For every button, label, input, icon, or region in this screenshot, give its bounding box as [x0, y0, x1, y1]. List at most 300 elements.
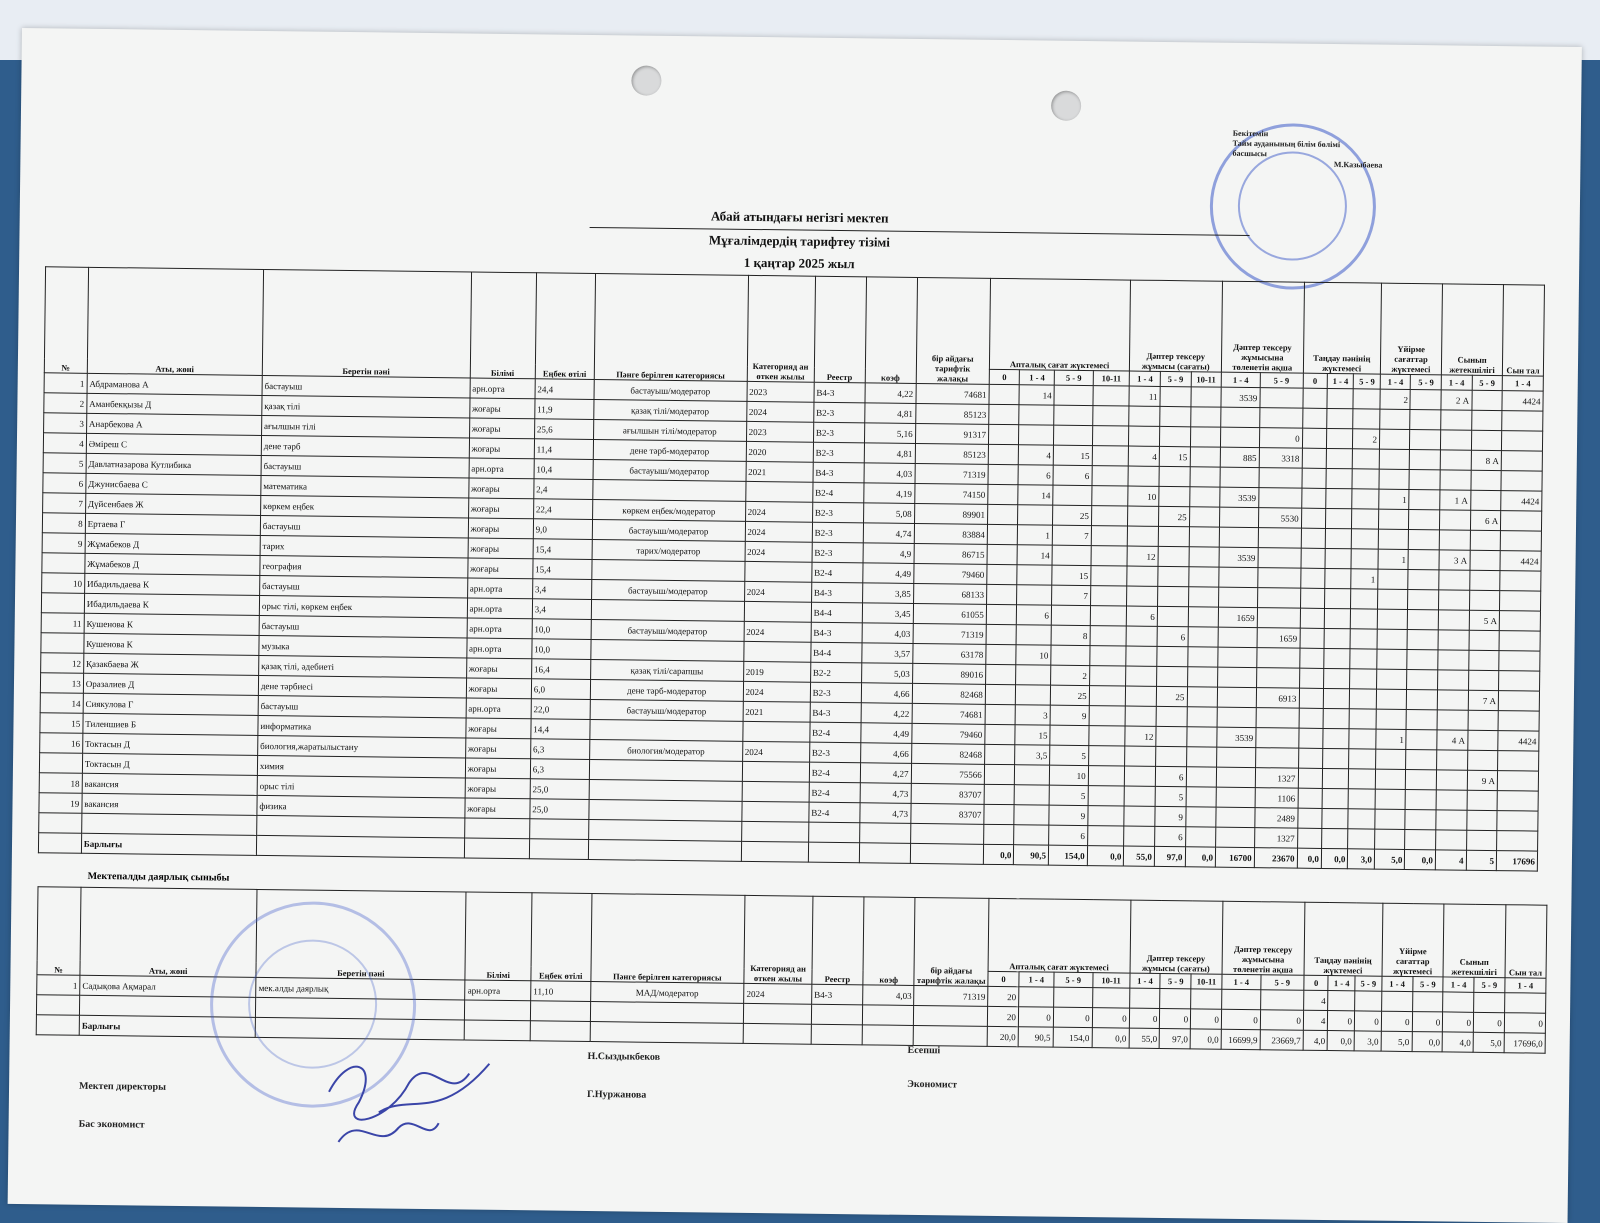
load-cell: 3539 — [1220, 487, 1259, 507]
load-cell — [1440, 430, 1471, 450]
load-cell — [1325, 548, 1352, 568]
total-cell: 17696 — [1496, 851, 1537, 871]
col-no: № — [37, 887, 81, 976]
coefficient-cell: 4,9 — [863, 543, 914, 564]
total-cell: 0 — [1354, 1011, 1381, 1031]
total-cell: 97,0 — [1154, 846, 1185, 866]
experience-cell: 15,4 — [533, 559, 592, 580]
col-club: Үйірме сағаттар жүктемесі — [1382, 903, 1444, 977]
load-cell — [1436, 810, 1467, 830]
subheader-cell: 1 - 4 — [1327, 373, 1354, 388]
load-cell — [1468, 650, 1499, 670]
load-cell — [1352, 509, 1379, 529]
load-cell: 9 — [1049, 805, 1088, 825]
load-cell — [1187, 687, 1218, 707]
load-cell — [1259, 408, 1302, 429]
load-cell — [1322, 828, 1349, 848]
education-cell: жоғары — [468, 498, 533, 519]
load-cell: 4 — [1303, 990, 1328, 1010]
coefficient-cell: 4,81 — [864, 443, 915, 464]
load-cell — [1406, 789, 1437, 809]
row-number: 19 — [39, 793, 82, 814]
row-number — [41, 633, 84, 654]
load-cell — [1500, 571, 1541, 591]
row-number: 7 — [43, 493, 86, 514]
load-cell: 5 — [1155, 786, 1186, 806]
col-education: Білімі — [465, 892, 532, 981]
category-cell — [593, 480, 746, 502]
load-cell — [1297, 808, 1322, 828]
experience-cell: 3,4 — [532, 599, 591, 620]
load-cell: 1 — [1018, 525, 1053, 545]
load-cell — [1218, 627, 1257, 647]
total-cell: 3,0 — [1348, 849, 1375, 869]
load-cell — [1091, 506, 1128, 526]
load-cell — [1502, 411, 1543, 431]
table-cell — [743, 1023, 811, 1044]
subject-cell: физика — [257, 795, 465, 818]
subheader-cell: 10-11 — [1093, 371, 1130, 386]
load-cell — [1126, 646, 1157, 666]
education-cell: арн.орта — [467, 598, 532, 619]
col-club: Үйірме сағаттар жүктемесі — [1380, 283, 1442, 375]
table-cell — [862, 1025, 913, 1046]
table-cell — [811, 1004, 862, 1025]
load-cell — [1409, 509, 1440, 529]
load-cell — [986, 644, 1017, 664]
load-cell — [1126, 686, 1157, 706]
load-cell — [1467, 730, 1498, 750]
load-cell — [1092, 466, 1129, 486]
grand-total-cell: 17696,0 — [1504, 1033, 1545, 1054]
load-cell: 8 А — [1471, 450, 1502, 470]
total-cell: 0,0 — [1297, 848, 1322, 868]
load-cell — [1190, 387, 1221, 407]
coefficient-cell: 5,08 — [863, 503, 914, 524]
load-cell — [985, 684, 1016, 704]
table-cell — [910, 843, 984, 864]
teacher-name: Әміреш С — [86, 433, 261, 455]
load-cell — [1467, 790, 1498, 810]
load-cell — [1326, 448, 1353, 468]
teacher-name: Токтасын Д — [82, 733, 257, 755]
category-year-cell: 2023 — [747, 381, 814, 402]
load-cell — [1326, 428, 1353, 448]
coefficient-cell: 3,85 — [862, 583, 913, 604]
load-cell: 885 — [1220, 447, 1259, 467]
load-cell — [1157, 606, 1188, 626]
total-cell: 0,0 — [1087, 846, 1124, 866]
load-cell — [1017, 565, 1052, 585]
subheader-cell: 5 - 9 — [1474, 977, 1505, 992]
coefficient-cell: 5,03 — [861, 663, 912, 684]
total-cell: 0 — [1018, 1007, 1053, 1027]
teacher-name: вакансия — [82, 773, 257, 795]
total-cell: 20 — [988, 1006, 1019, 1026]
grand-total-cell: 55,0 — [1129, 1028, 1160, 1048]
load-cell — [1090, 586, 1127, 606]
load-cell — [1189, 487, 1220, 507]
load-cell — [1497, 811, 1538, 831]
total-cell: 154,0 — [1048, 845, 1087, 865]
category-cell: биология/модератор — [589, 739, 742, 761]
load-cell — [1324, 648, 1351, 668]
load-cell — [1469, 570, 1500, 590]
table-cell — [465, 1000, 531, 1021]
load-cell — [1437, 710, 1468, 730]
salary-cell: 86715 — [914, 543, 988, 564]
load-cell — [1377, 649, 1408, 669]
load-cell — [1378, 529, 1409, 549]
load-cell — [1156, 746, 1187, 766]
coefficient-cell: 4,66 — [860, 743, 911, 764]
teacher-name: Сиякулова Г — [83, 693, 258, 715]
load-cell — [988, 424, 1019, 444]
col-class-lead: Сынып жетекшілігі — [1443, 904, 1505, 978]
category-year-cell: 2024 — [745, 501, 812, 522]
subject-cell: география — [260, 555, 468, 578]
category-cell: бастауыш/модератор — [590, 699, 743, 721]
experience-cell: 22,0 — [531, 699, 590, 720]
col-coefficient: коэф — [863, 897, 915, 986]
load-cell — [1323, 748, 1350, 768]
register-cell: В4-3 — [811, 582, 862, 603]
economist-name: Г.Нуржанова — [586, 1088, 647, 1101]
education-cell: жоғары — [466, 678, 531, 699]
table-cell — [81, 813, 256, 835]
punch-hole — [1051, 91, 1081, 121]
subheader-cell: 5 - 9 — [1261, 975, 1304, 991]
load-cell: 3539 — [1219, 547, 1258, 567]
category-cell: дене тәрб-модератор — [593, 440, 746, 462]
load-cell — [984, 804, 1015, 824]
load-cell — [1186, 767, 1217, 787]
load-cell — [1375, 749, 1406, 769]
load-cell — [1217, 707, 1256, 727]
teacher-name: Қазакбаева Ж — [83, 653, 258, 675]
subject-cell: бастауыш — [261, 455, 469, 478]
education-cell: жоғары — [465, 758, 530, 779]
load-cell — [1216, 827, 1255, 847]
load-cell — [1129, 988, 1160, 1008]
load-cell — [1124, 786, 1155, 806]
load-cell — [1015, 765, 1050, 785]
salary-cell: 75566 — [911, 763, 985, 784]
subheader-cell: 1 - 4 — [1129, 973, 1160, 988]
grand-total-cell: 90,5 — [1018, 1027, 1053, 1047]
load-cell: 12 — [1125, 726, 1156, 746]
load-cell — [1327, 408, 1354, 428]
load-cell — [1257, 608, 1300, 629]
table-cell — [36, 1015, 79, 1036]
load-cell: 2 — [1051, 665, 1090, 685]
category-cell — [592, 560, 745, 582]
load-cell — [1158, 546, 1189, 566]
category-year-cell — [743, 641, 810, 662]
load-cell — [1302, 408, 1327, 428]
subheader-cell: 1 - 4 — [1222, 974, 1261, 989]
total-cell: 0 — [1473, 1012, 1504, 1032]
load-cell — [1091, 566, 1128, 586]
subheader-cell: 1 - 4 — [1328, 976, 1355, 991]
load-cell: 4424 — [1498, 731, 1539, 751]
load-cell — [1407, 629, 1438, 649]
load-cell — [1187, 647, 1218, 667]
load-cell — [1468, 710, 1499, 730]
load-cell — [1301, 488, 1326, 508]
subheader-cell: 5 - 9 — [1260, 373, 1303, 389]
row-number: 6 — [43, 473, 86, 494]
category-cell — [589, 799, 742, 821]
load-cell: 0 — [1259, 428, 1302, 449]
load-cell — [1216, 807, 1255, 827]
total-cell: 0 — [1504, 1013, 1545, 1034]
load-cell — [1406, 729, 1437, 749]
category-year-cell — [742, 721, 809, 742]
load-cell — [1470, 490, 1501, 510]
coefficient-cell: 4,73 — [860, 803, 911, 824]
subject-cell: мек.алды даярлық — [256, 977, 465, 1000]
load-cell — [1156, 726, 1187, 746]
category-year-cell: 2024 — [745, 541, 812, 562]
experience-cell: 25,0 — [530, 779, 589, 800]
load-cell — [1298, 748, 1323, 768]
load-cell — [1299, 708, 1324, 728]
load-cell — [1256, 708, 1299, 729]
category-year-cell: 2024 — [742, 741, 809, 762]
load-cell — [1377, 629, 1408, 649]
row-number: 12 — [41, 653, 84, 674]
load-cell — [1349, 769, 1376, 789]
experience-cell: 22,4 — [533, 499, 592, 520]
col-education: Білімі — [470, 272, 536, 379]
education-cell: жоғары — [465, 718, 530, 739]
teacher-name: Джунисбаева С — [86, 473, 261, 495]
load-cell — [1297, 828, 1322, 848]
load-cell — [1220, 507, 1259, 527]
col-salary: бір айдағы тарифтік жалақы — [914, 897, 989, 986]
approval-line: Тайм ауданының білім бөлімі — [1232, 138, 1341, 150]
load-cell — [1220, 467, 1259, 487]
load-cell — [1300, 568, 1325, 588]
category-year-cell — [742, 761, 809, 782]
subject-cell: математика — [261, 475, 469, 498]
table-cell — [741, 841, 808, 862]
teacher-name: Тиленшиев Б — [83, 713, 258, 735]
load-cell — [1353, 389, 1380, 409]
coefficient-cell: 4,81 — [864, 403, 915, 424]
load-cell: 25 — [1050, 685, 1089, 705]
register-cell: В2-2 — [810, 662, 861, 683]
total-cell: 0 — [1053, 1007, 1092, 1027]
education-cell: жоғары — [466, 658, 531, 679]
load-cell — [1299, 688, 1324, 708]
load-cell — [1324, 628, 1351, 648]
register-cell: В2-4 — [810, 722, 861, 743]
load-cell — [1016, 625, 1051, 645]
category-cell — [591, 599, 744, 621]
subject-cell: биология,жаратылыстану — [258, 735, 466, 758]
load-cell — [1088, 766, 1125, 786]
load-cell: 4 А — [1437, 730, 1468, 750]
load-cell: 4 — [1019, 445, 1054, 465]
table-cell — [38, 833, 81, 854]
load-cell — [1302, 388, 1327, 408]
education-cell: арн.орта — [465, 980, 531, 1001]
load-cell — [1438, 670, 1469, 690]
load-cell: 1 — [1379, 489, 1410, 509]
total-label: Барлығы — [79, 1015, 256, 1037]
experience-cell: 9,0 — [533, 519, 592, 540]
category-year-cell — [744, 561, 811, 582]
load-cell: 1 — [1351, 569, 1378, 589]
load-cell — [1125, 706, 1156, 726]
load-cell — [1186, 727, 1217, 747]
approval-line: Бекітемін — [1232, 128, 1269, 139]
load-cell — [1323, 728, 1350, 748]
table-cell — [464, 818, 529, 839]
teacher-name: Жұмабеков Д — [85, 533, 260, 555]
row-number — [41, 593, 84, 614]
subject-cell: көркем еңбек — [260, 495, 468, 518]
category-year-cell: 2024 — [746, 401, 813, 422]
salary-cell: 71319 — [914, 985, 988, 1006]
load-cell — [1216, 767, 1255, 787]
category-year-cell: 2024 — [743, 681, 810, 702]
table-cell — [744, 1003, 812, 1024]
education-cell: жоғары — [468, 538, 533, 559]
load-cell — [1381, 991, 1412, 1011]
load-cell — [1187, 667, 1218, 687]
category-cell — [591, 639, 744, 661]
subject-cell: химия — [257, 755, 465, 778]
load-cell — [1299, 668, 1324, 688]
salary-cell: 83707 — [911, 783, 985, 804]
load-cell — [1125, 746, 1156, 766]
load-cell: 12 — [1127, 546, 1158, 566]
coefficient-cell: 4,22 — [865, 383, 916, 404]
load-cell — [1436, 770, 1467, 790]
load-cell — [1498, 751, 1539, 771]
teacher-name: Кушенова К — [84, 633, 259, 655]
load-cell — [1328, 991, 1355, 1011]
load-cell — [1054, 425, 1093, 445]
total-cell: 0 — [1328, 1011, 1355, 1031]
subject-cell: бастауыш — [259, 575, 467, 598]
load-cell: 1327 — [1254, 828, 1297, 849]
row-number: 8 — [42, 513, 85, 534]
category-year-cell: 2024 — [745, 521, 812, 542]
table-cell — [590, 1022, 744, 1044]
load-cell — [987, 504, 1018, 524]
grand-total-cell: 0,0 — [1190, 1029, 1221, 1049]
load-cell — [1186, 787, 1217, 807]
load-cell — [1497, 831, 1538, 851]
load-cell — [984, 784, 1015, 804]
grand-total-cell: 16699,9 — [1221, 1029, 1260, 1049]
register-cell: В2-3 — [814, 402, 865, 423]
experience-cell: 6,3 — [530, 739, 589, 760]
load-cell: 11 — [1129, 386, 1160, 406]
salary-cell: 85123 — [915, 443, 989, 464]
load-cell — [1051, 645, 1090, 665]
load-cell: 2 — [1353, 429, 1380, 449]
teacher-name: вакансия — [82, 793, 257, 815]
load-cell — [1466, 810, 1497, 830]
load-cell — [1439, 530, 1470, 550]
load-cell — [1300, 608, 1325, 628]
load-cell — [1501, 471, 1542, 491]
table-cell — [811, 1024, 862, 1045]
load-cell — [1051, 605, 1090, 625]
category-year-cell — [744, 601, 811, 622]
col-category: Пәнге берілген категориясы — [590, 894, 745, 984]
salary-cell: 74681 — [912, 703, 986, 724]
register-cell: В2-3 — [813, 442, 864, 463]
load-cell — [1375, 769, 1406, 789]
education-cell: арн.орта — [466, 698, 531, 719]
row-number — [42, 553, 85, 574]
accountant-label: Есепші — [907, 1044, 941, 1057]
load-cell: 10 — [1128, 486, 1159, 506]
load-cell: 1327 — [1255, 768, 1298, 789]
load-cell — [1502, 431, 1543, 451]
load-cell — [1160, 988, 1191, 1008]
load-cell — [1350, 649, 1377, 669]
load-cell — [1019, 425, 1054, 445]
load-cell — [1054, 385, 1093, 405]
salary-cell: 79460 — [911, 723, 985, 744]
load-cell — [1260, 388, 1303, 409]
subject-cell: орыс тілі, көркем еңбек — [259, 595, 467, 618]
table-cell — [530, 1021, 590, 1042]
salary-cell: 91317 — [915, 423, 989, 444]
load-cell — [1438, 650, 1469, 670]
load-cell — [1128, 526, 1159, 546]
load-cell — [1351, 609, 1378, 629]
table-cell — [859, 843, 910, 864]
category-year-cell: 2021 — [743, 701, 810, 722]
load-cell: 1659 — [1218, 607, 1257, 627]
load-cell — [1189, 547, 1220, 567]
education-cell: жоғары — [468, 518, 533, 539]
category-cell: дене тәрб-модератор — [590, 679, 743, 701]
coefficient-cell: 5,16 — [864, 423, 915, 444]
load-cell — [1189, 467, 1220, 487]
load-cell — [1090, 626, 1127, 646]
load-cell: 5530 — [1258, 508, 1301, 529]
teacher-name: Оразалиев Д — [83, 673, 258, 695]
grand-total-cell: 4,0 — [1442, 1032, 1473, 1052]
load-cell — [1468, 670, 1499, 690]
total-cell: 0 — [1129, 1008, 1160, 1028]
register-cell: В2-3 — [812, 542, 863, 563]
load-cell — [1440, 450, 1471, 470]
director-label: Мектеп директоры — [79, 1080, 166, 1093]
table-cell — [529, 839, 588, 860]
load-cell: 15 — [1159, 446, 1190, 466]
load-cell — [1050, 725, 1089, 745]
load-cell: 25 — [1158, 506, 1189, 526]
load-cell: 6 — [1018, 465, 1053, 485]
load-cell — [1409, 529, 1440, 549]
load-cell — [1302, 428, 1327, 448]
coefficient-cell: 4,73 — [860, 783, 911, 804]
load-cell: 5 — [1049, 785, 1088, 805]
col-no: № — [44, 267, 88, 374]
load-cell: 1 А — [1440, 490, 1471, 510]
subject-cell: орыс тілі — [257, 775, 465, 798]
